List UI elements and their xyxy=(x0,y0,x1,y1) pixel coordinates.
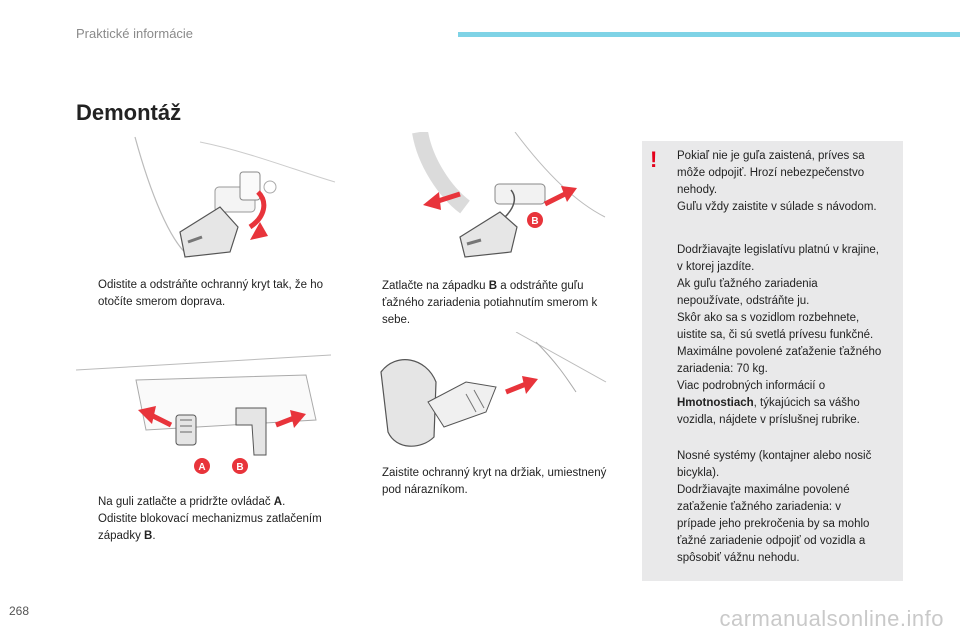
warning-paragraph-lock xyxy=(677,148,899,216)
warning-line: prípade jeho prekročenia by sa mohlo xyxy=(677,518,870,530)
warning-line: Dodržiavajte legislatívu platnú v krajine, xyxy=(677,244,879,256)
warning-bold-term: Hmotnostiach xyxy=(677,397,754,409)
warning-line-mixed xyxy=(677,395,899,412)
step-remove-cover xyxy=(76,277,336,311)
list-item xyxy=(360,278,622,329)
warning-line: Ak guľu ťažného zariadenia xyxy=(677,278,818,290)
warning-line: Skôr ako sa s vozidlom rozbehnete, xyxy=(677,312,860,324)
step-store-cover xyxy=(360,465,622,499)
warning-line: bicykla). xyxy=(677,467,720,479)
step-remove-ball xyxy=(360,278,622,329)
warning-line: Pokiaľ nie je guľa zaistená, príves sa xyxy=(677,150,865,162)
warning-line: Nosné systémy (kontajner alebo nosič xyxy=(677,450,872,462)
warning-line: nepoužívate, odstráňte ju. xyxy=(677,295,810,307)
watermark: carmanualsonline.info xyxy=(719,606,944,631)
illustration-ball-controls xyxy=(76,350,331,480)
warning-icon: ! xyxy=(650,147,658,172)
marker-a-label: A xyxy=(198,462,206,473)
header-accent-bar xyxy=(458,32,960,37)
warning-line: v ktorej jazdíte. xyxy=(677,261,755,273)
warning-line: vozidla, nájdete v príslušnej rubrike. xyxy=(677,414,860,426)
list-item xyxy=(76,511,338,545)
running-header: Praktické informácie xyxy=(76,26,194,41)
step-text-before: Odistite blokovací mechanizmus zatlačením západky xyxy=(98,513,322,542)
page-number: 268 xyxy=(9,604,30,618)
warning-paragraph-carriers xyxy=(677,448,899,567)
step-text-bold: B xyxy=(488,280,498,292)
warning-text-after: , týkajúcich sa vášho xyxy=(753,397,860,409)
step-text-before: Zatlačte na západku xyxy=(382,280,489,292)
warning-line: môže odpojiť. Hrozí nebezpečenstvo xyxy=(677,167,865,179)
step-text-bold: B xyxy=(144,530,153,542)
warning-line: nehody. xyxy=(677,184,718,196)
warning-line: zariadenia: 70 kg. xyxy=(677,363,768,375)
list-item xyxy=(76,277,336,311)
warning-line: Dodržiavajte maximálne povolené xyxy=(677,484,850,496)
illustration-remove-ball xyxy=(405,132,610,264)
step-ball-controls xyxy=(76,494,338,545)
warning-line: uistite sa, či sú svetlá prívesu funkčné. xyxy=(677,329,874,341)
warning-paragraph-legislation xyxy=(677,242,899,429)
list-item xyxy=(360,465,622,499)
warning-line: Viac podrobných informácií o xyxy=(677,380,826,392)
warning-line: Maximálne povolené zaťaženie ťažného xyxy=(677,346,882,358)
step-text: Zaistite ochranný kryt na držiak, umiestnený pod nárazníkom. xyxy=(382,467,607,496)
illustration-store-cover xyxy=(366,332,611,462)
step-text: Odistite a odstráňte ochranný kryt tak, že ho otočíte smerom doprava. xyxy=(98,279,324,308)
warning-line: zaťaženie ťažného zariadenia: v xyxy=(677,501,841,513)
marker-b-label: B xyxy=(531,216,539,227)
list-item xyxy=(76,494,338,511)
marker-b-label: B xyxy=(236,462,244,473)
step-text-after: . xyxy=(282,496,286,508)
step-text-after: a odstráňte guľu ťažného zariadenia potiahnutím smerom k sebe. xyxy=(382,280,598,326)
warning-line: Guľu vždy zaistite v súlade s návodom. xyxy=(677,201,877,213)
step-text-bold: A xyxy=(273,496,283,508)
step-text-before: Na guli zatlačte a pridržte ovládač xyxy=(98,496,274,508)
step-text-after: . xyxy=(152,530,156,542)
illustration-remove-cover xyxy=(130,132,340,262)
warning-line: spôsobiť vážnu nehodu. xyxy=(677,552,800,564)
section-title: Demontáž xyxy=(76,100,182,125)
warning-line: ťažné zariadenie odpojiť od vozidla a xyxy=(677,535,866,547)
